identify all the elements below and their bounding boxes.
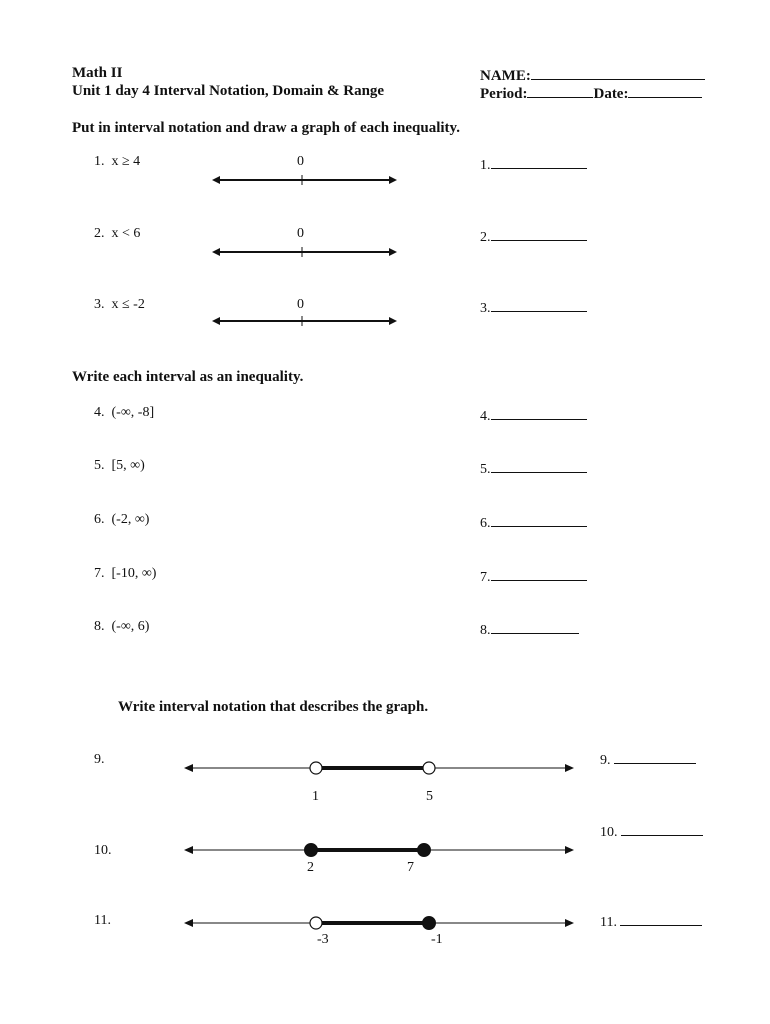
question-number: 1. — [94, 154, 105, 169]
left-arrow-icon — [184, 846, 193, 854]
date-blank[interactable] — [628, 83, 702, 98]
zero-label: 0 — [297, 154, 304, 169]
question-5 — [94, 458, 145, 474]
question-expression: (-∞, -8] — [111, 405, 155, 420]
question-number: 10. — [94, 843, 112, 858]
question-expression: x ≤ -2 — [111, 297, 145, 312]
period-date-row — [480, 83, 702, 103]
answer-5 — [480, 458, 587, 478]
answer-2 — [480, 226, 587, 246]
zero-label: 0 — [297, 297, 304, 312]
question-expression: [5, ∞) — [111, 458, 145, 473]
endpoint-label: 1 — [312, 789, 319, 804]
graph-10 — [184, 842, 574, 858]
answer-blank[interactable] — [614, 749, 696, 764]
answer-number: 4. — [480, 409, 491, 424]
answer-blank[interactable] — [620, 911, 702, 926]
answer-blank[interactable] — [491, 512, 587, 527]
question-number: 5. — [94, 458, 105, 473]
answer-number: 10. — [600, 825, 618, 840]
endpoint-label: -1 — [431, 932, 443, 947]
right-arrow-icon — [565, 846, 574, 854]
question-number: 3. — [94, 297, 105, 312]
question-6 — [94, 512, 149, 528]
answer-number: 2. — [480, 230, 491, 245]
answer-blank[interactable] — [491, 154, 587, 169]
name-blank[interactable] — [531, 65, 705, 80]
answer-11 — [600, 911, 702, 931]
answer-10 — [600, 821, 703, 841]
question-expression: x ≥ 4 — [111, 154, 141, 169]
question-number: 2. — [94, 226, 105, 241]
answer-blank[interactable] — [491, 619, 579, 634]
name-row — [480, 65, 705, 85]
question-1 — [94, 154, 140, 170]
endpoint-label: 5 — [426, 789, 433, 804]
question-8 — [94, 619, 149, 635]
closed-endpoint — [418, 844, 431, 857]
question-number: 7. — [94, 566, 105, 581]
number-line-2[interactable] — [212, 244, 397, 260]
answer-8 — [480, 619, 579, 639]
question-expression: (-∞, 6) — [111, 619, 150, 634]
answer-blank[interactable] — [491, 297, 587, 312]
question-number: 6. — [94, 512, 105, 527]
question-3 — [94, 297, 145, 313]
question-expression: (-2, ∞) — [111, 512, 150, 527]
open-endpoint — [310, 917, 322, 929]
answer-blank[interactable] — [491, 405, 587, 420]
question-number: 8. — [94, 619, 105, 634]
graph-9 — [184, 760, 574, 776]
answer-number: 8. — [480, 623, 491, 638]
answer-number: 6. — [480, 516, 491, 531]
closed-endpoint — [305, 844, 318, 857]
question-7 — [94, 566, 156, 582]
number-line-3[interactable] — [212, 313, 397, 329]
open-endpoint — [310, 762, 322, 774]
answer-number: 11. — [600, 915, 617, 930]
question-number: 11. — [94, 913, 111, 928]
answer-blank[interactable] — [491, 226, 587, 241]
period-blank[interactable] — [527, 83, 593, 98]
graph-11 — [184, 915, 574, 931]
question-2 — [94, 226, 140, 242]
closed-endpoint — [423, 917, 436, 930]
open-endpoint — [423, 762, 435, 774]
answer-number: 1. — [480, 158, 491, 173]
number-line-1[interactable] — [212, 172, 397, 188]
name-label: NAME: — [480, 68, 531, 84]
answer-number: 7. — [480, 570, 491, 585]
lesson-title: Unit 1 day 4 Interval Notation, Domain & Range — [72, 83, 385, 99]
question-4 — [94, 405, 154, 421]
answer-number: 9. — [600, 753, 611, 768]
answer-blank[interactable] — [491, 566, 587, 581]
answer-7 — [480, 566, 587, 586]
right-arrow-icon — [565, 764, 574, 772]
period-label: Period: — [480, 86, 528, 102]
left-arrow-icon — [184, 764, 193, 772]
section3-instruction: Write interval notation that describes the graph. — [118, 699, 429, 715]
answer-number: 3. — [480, 301, 491, 316]
zero-label: 0 — [297, 226, 304, 241]
section2-instruction: Write each interval as an inequality. — [72, 369, 304, 385]
endpoint-label: 7 — [407, 860, 414, 875]
answer-4 — [480, 405, 587, 425]
question-expression: x < 6 — [111, 226, 141, 241]
answer-3 — [480, 297, 587, 317]
answer-blank[interactable] — [621, 821, 703, 836]
left-arrow-icon — [184, 919, 193, 927]
section1-instruction: Put in interval notation and draw a graph of each inequality. — [72, 120, 460, 136]
answer-blank[interactable] — [491, 458, 587, 473]
endpoint-label: 2 — [307, 860, 314, 875]
question-expression: [-10, ∞) — [111, 566, 157, 581]
course-title: Math II — [72, 65, 123, 81]
right-arrow-icon — [565, 919, 574, 927]
question-number: 4. — [94, 405, 105, 420]
date-label: Date: — [593, 86, 629, 102]
answer-9 — [600, 749, 696, 769]
question-number: 9. — [94, 752, 105, 767]
answer-1 — [480, 154, 587, 174]
answer-6 — [480, 512, 587, 532]
endpoint-label: -3 — [317, 932, 329, 947]
answer-number: 5. — [480, 462, 491, 477]
